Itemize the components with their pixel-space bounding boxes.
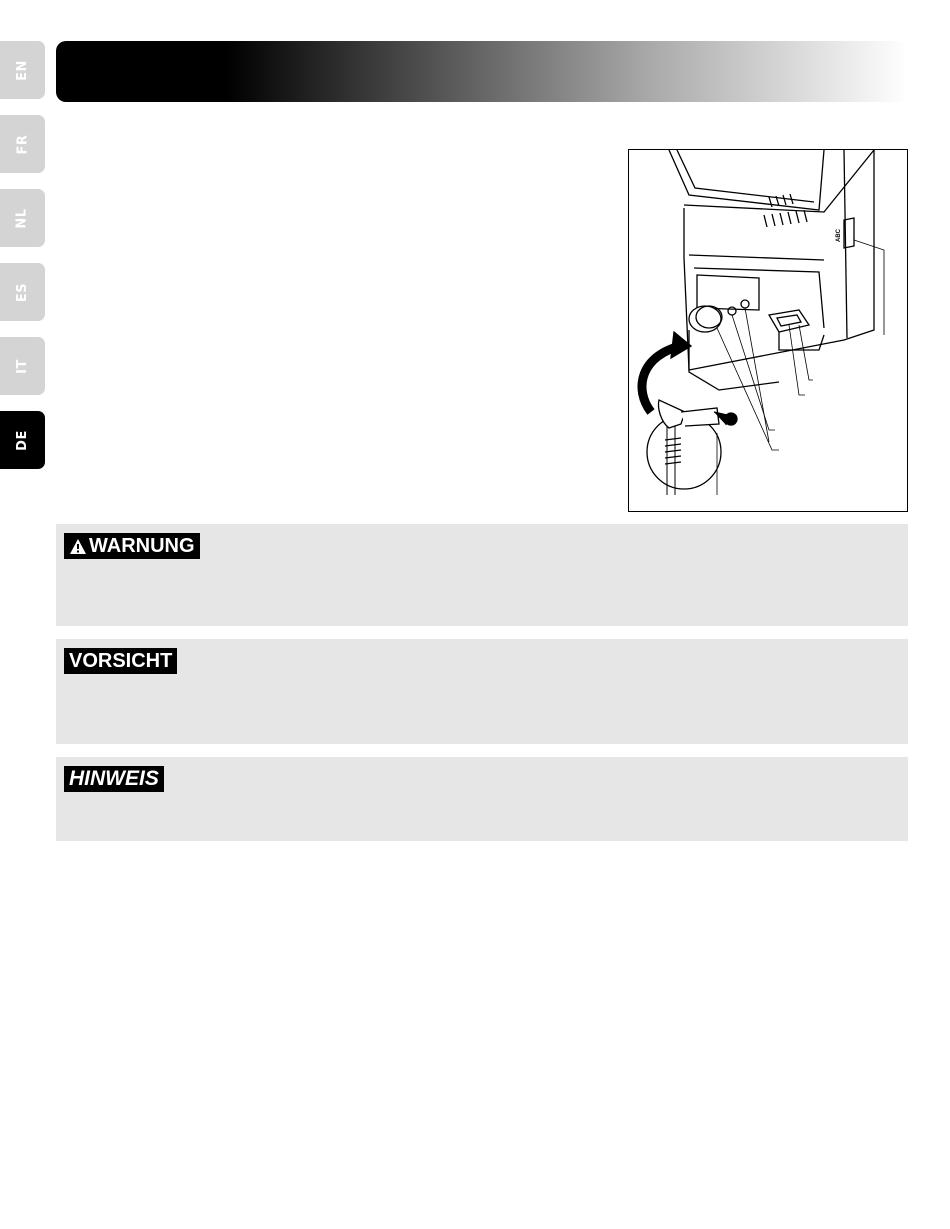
caution-label (64, 648, 177, 674)
language-tab-es[interactable] (0, 263, 45, 321)
language-tab-label: EN (14, 59, 30, 81)
switch-label: ABC (836, 229, 842, 242)
language-tab-de[interactable] (0, 411, 45, 469)
language-tab-en[interactable] (0, 41, 45, 99)
language-tab-it[interactable] (0, 337, 45, 395)
warning-triangle-icon (69, 538, 87, 555)
language-tab-label: DE (14, 429, 30, 451)
language-tab-nl[interactable] (0, 189, 45, 247)
device-illustration (628, 149, 908, 512)
language-tab-label: FR (14, 134, 30, 154)
note-label (64, 766, 164, 792)
caution-notice (56, 639, 908, 744)
note-label-text: HINWEIS (69, 767, 159, 790)
section-header-bar (56, 41, 908, 102)
note-notice (56, 757, 908, 841)
language-tab-label: IT (15, 358, 30, 374)
caution-label-text: VORSICHT (69, 650, 173, 672)
device-drawing (629, 150, 907, 511)
language-tab-label: ES (15, 282, 30, 302)
warning-label (64, 533, 200, 559)
language-tab-label: NL (14, 207, 30, 229)
warning-notice (56, 524, 908, 626)
warning-label-text: WARNUNG (89, 535, 195, 557)
language-tab-fr[interactable] (0, 115, 45, 173)
